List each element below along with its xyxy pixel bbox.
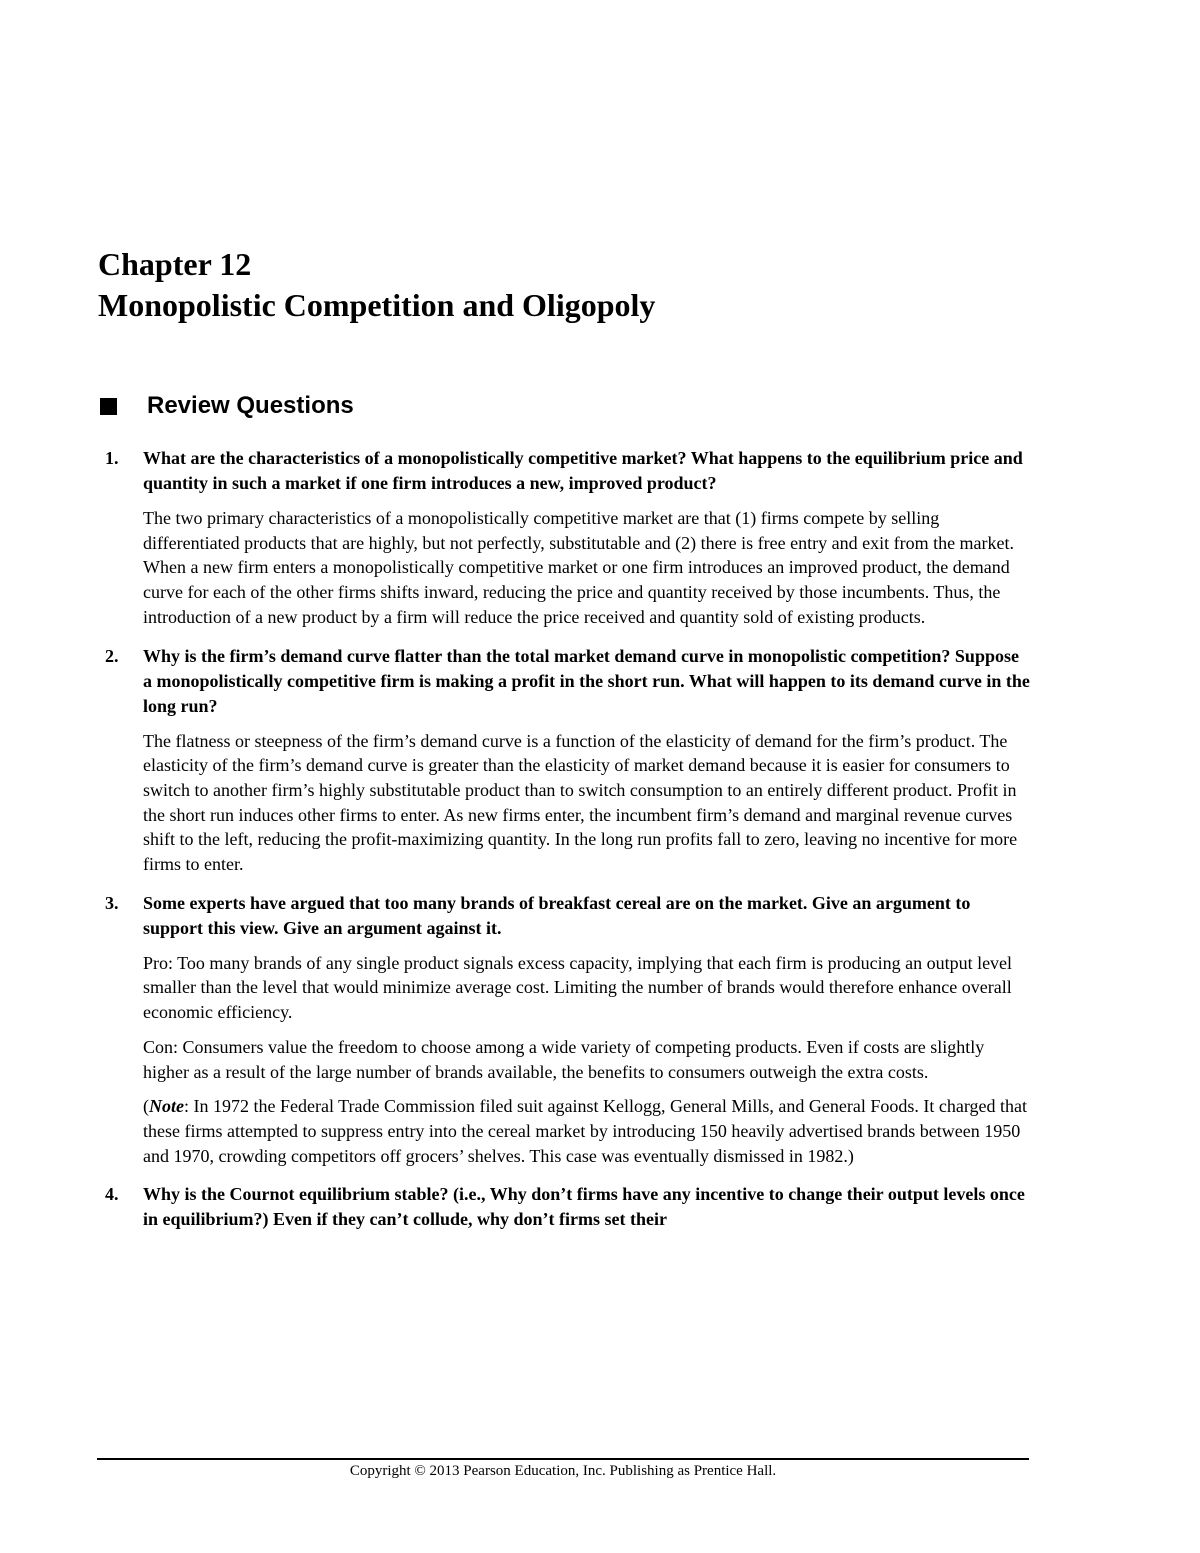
answer-paragraph: The two primary characteristics of a monopolistically competitive market are that (1) firms compete by selling differentiated products that are highly, but not perfectly, substitutable and (2) there is free entry and exit from the market. When a new firm enters a monopolistically competitive market or one firm introduces an improved product, the demand curve for each of the other firms shifts inward, reducing the price and quantity received by those incumbents. Thus, the introduction of a new product by a firm will reduce the price received and quantity sold of existing products. [143, 508, 1015, 627]
question-item [105, 891, 1030, 1169]
question-number: 1. [105, 448, 119, 468]
answer [143, 729, 1030, 877]
question-item [105, 644, 1030, 877]
answer-con-paragraph: Con: Consumers value the freedom to choose among a wide variety of competing products. Even if costs are slightly higher as a result of the large number of brands available, the benefits to consumers outweigh the extra costs. [143, 1036, 985, 1082]
note-label: Note [149, 1096, 184, 1117]
question-row [105, 644, 1030, 719]
question-item [105, 446, 1030, 630]
question-text: What are the characteristics of a monopolistically competitive market? What happens to the equilibrium price and quantity in such a market if one firm introduces a new, improved product? [143, 448, 1023, 493]
square-bullet-icon [100, 398, 117, 415]
question-number: 3. [105, 892, 119, 913]
question-number: 4. [105, 1184, 119, 1205]
question-row [105, 891, 1030, 941]
question-number: 2. [105, 645, 119, 666]
note-text: : In 1972 the Federal Trade Commission filed suit against Kellogg, General Mills, and General Foods. It charged that these firms attempted to suppress entry into the cereal market by introducing 150 heavily advertised brands between 1950 and 1970, crowding competitors off grocers’ shelves. This case was eventually dismissed in 1982.) [143, 1096, 1028, 1166]
section-title: Review Questions [147, 392, 354, 419]
note-paragraph [143, 1094, 1030, 1168]
chapter-title: Monopolistic Competition and Oligopoly [98, 287, 656, 323]
question-row [105, 446, 1030, 496]
chapter-heading [98, 244, 655, 326]
note-open-paren: ( [143, 1096, 149, 1117]
answer [143, 951, 1030, 1169]
question-row [105, 1182, 1030, 1232]
answer-pro-paragraph: Pro: Too many brands of any single product signals excess capacity, implying that each firm is producing an output level smaller than the level that would minimize average cost. Limiting the number of brands would therefore enhance overall economic efficiency. [143, 952, 1013, 1023]
question-text: Why is the Cournot equilibrium stable? (i.e., Why don’t firms have any incentive to change their output levels once in equilibrium?) Even if they can’t collude, why don’t firms set their [143, 1184, 1025, 1230]
question-text: Why is the firm’s demand curve flatter than the total market demand curve in monopolistic competition? Suppose a monopolistically competitive firm is making a profit in the short run. What will happen to its demand curve in the long run? [143, 645, 1030, 716]
section-heading [100, 392, 354, 420]
answer-paragraph: The flatness or steepness of the firm’s demand curve is a function of the elasticity of demand for the firm’s product. The elasticity of the firm’s demand curve is greater than the elasticity of market demand because it is easier for consumers to switch to another firm’s highly substitutable product than to switch consumption to an entirely different product. Profit in the short run induces other firms to enter. As new firms enter, the incumbent firm’s demand and marginal revenue curves shift to the left, reducing the profit-maximizing quantity. In the long run profits fall to zero, leaving no incentive for more firms to enter. [143, 730, 1018, 875]
questions-list [105, 446, 1030, 1246]
answer [143, 506, 1030, 630]
question-item [105, 1182, 1030, 1232]
footer-divider [97, 1458, 1029, 1460]
question-text: Some experts have argued that too many brands of breakfast cereal are on the market. Give an argument to support this view. Give an argument against it. [143, 892, 971, 938]
footer-copyright: Copyright © 2013 Pearson Education, Inc. Publishing as Prentice Hall. [349, 1463, 777, 1479]
chapter-number: Chapter 12 [98, 246, 252, 282]
